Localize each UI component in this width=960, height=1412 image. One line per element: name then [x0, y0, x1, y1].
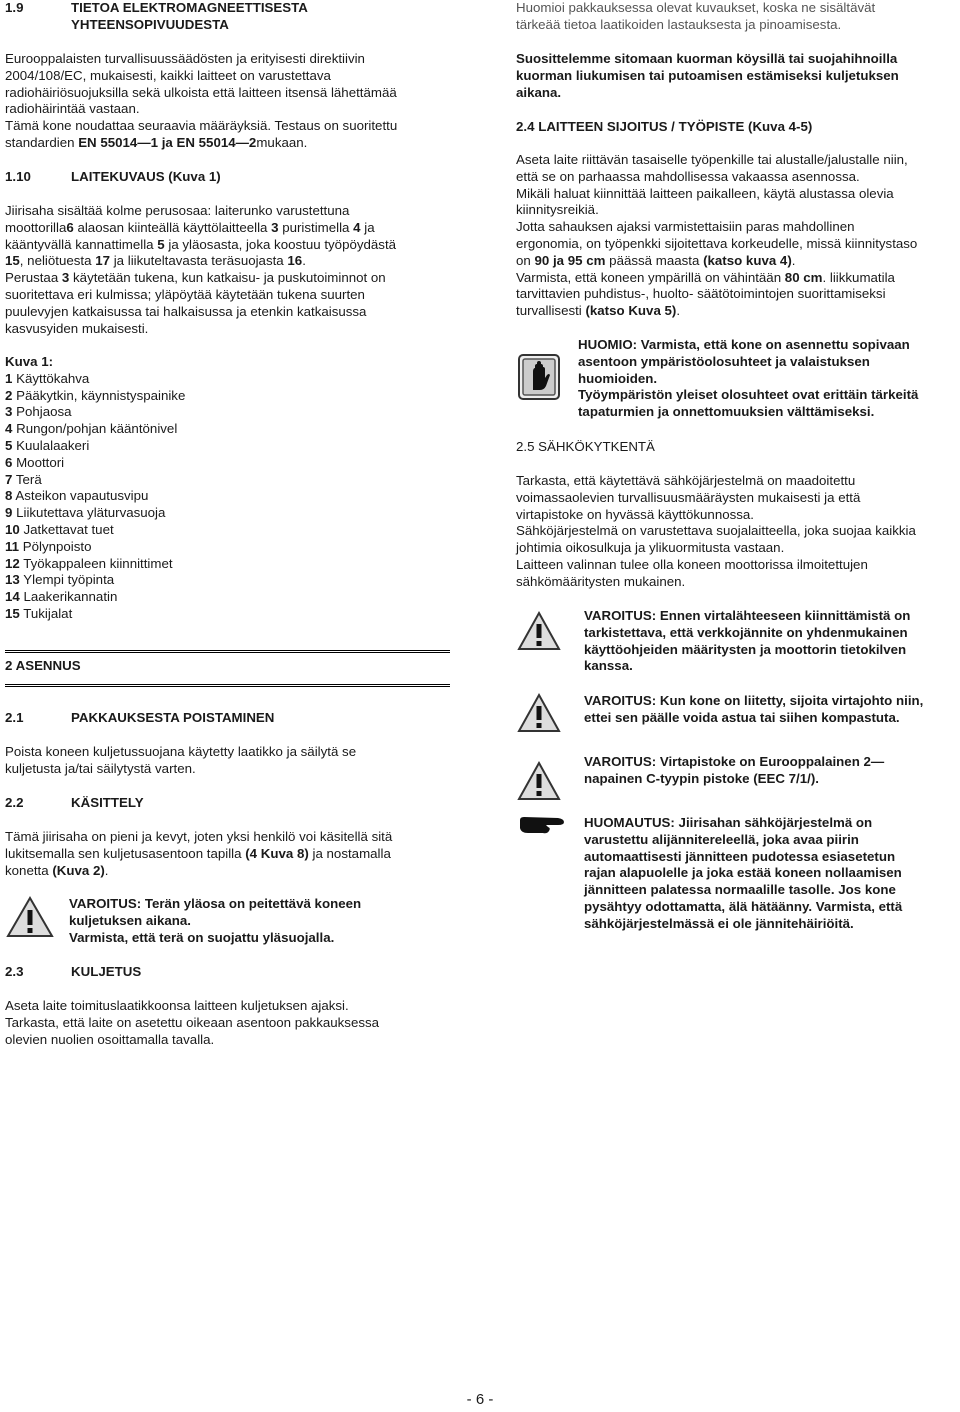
text-line: kuorman liukumisen tai putoamisen estämiseksi kuljetuksen	[516, 67, 899, 83]
section-divider	[5, 650, 450, 653]
title-line: TIETOA ELEKTROMAGNEETTISESTA	[71, 0, 308, 15]
text-line: aikana.	[516, 84, 562, 100]
page-number: - 6 -	[466, 1391, 494, 1408]
legend-number: 6	[5, 454, 13, 470]
section-1-10-heading	[5, 169, 221, 186]
ref-number: 15	[5, 253, 20, 269]
figure-ref: (Kuva 2)	[52, 862, 105, 878]
text-line: kanssa.	[584, 658, 633, 674]
text: . liikkumatila	[822, 269, 895, 285]
figure-1-legend	[5, 354, 185, 623]
section-1-10-body	[5, 203, 396, 337]
text-line: VAROITUS: Virtapistoke on Eurooppalainen 2—	[584, 754, 885, 769]
text-line: Tämä kone noudattaa seuraavia määräyksiä. Testaus on suoritettu	[5, 118, 398, 134]
section-2-1-body	[5, 744, 356, 778]
text-line	[5, 846, 392, 863]
legend-label: Ylempi työpinta	[19, 572, 115, 588]
note-undervoltage	[584, 815, 902, 933]
title-line: YHTEENSOPIVUUDESTA	[71, 16, 229, 32]
text-line: olevien nuolien osoittamalla tavalla.	[5, 1031, 215, 1047]
ref-number: 3	[271, 219, 279, 235]
text-line	[516, 303, 917, 320]
text-line: Tarkasta, että laite on asetettu oikeaan asentoon pakkauksessa	[5, 1014, 380, 1030]
text-line: HUOMIO: Varmista, että kone on asennettu sopivaan	[578, 337, 910, 352]
text-line: napainen C-tyypin pistoke (EEC 7/1/).	[584, 770, 819, 786]
text: päässä maasta	[605, 252, 704, 268]
text-line	[5, 237, 396, 254]
section-number: 2.1	[5, 710, 24, 725]
text-line: automaattisesti jännitteen pudotessa esiasetetun	[584, 848, 896, 864]
section-title: KULJETUS	[71, 964, 142, 979]
legend-number: 15	[5, 605, 20, 621]
text: .	[676, 303, 681, 319]
section-2-5-body	[516, 473, 916, 591]
warning-triangle-icon	[5, 895, 55, 944]
legend-number: 2	[5, 387, 13, 403]
recommendation-note	[516, 51, 899, 101]
text-line: käyttöohjeiden määritysten ja moottorin tietokilven	[584, 641, 907, 657]
text-line: varustettu alijännitereleellä, joka avaa piirin	[584, 831, 859, 847]
text-line: Jotta sahauksen ajaksi varmistettaisiin paras mahdollinen	[516, 219, 855, 235]
attention-note	[578, 337, 918, 421]
text-line: HUOMAUTUS: Jiirisahan sähköjärjestelmä on	[584, 815, 873, 830]
text-line: Tämä jiirisaha on pieni ja kevyt, joten yksi henkilö voi käsitellä sitä	[5, 829, 393, 844]
text-line: 2004/108/EC, mukaisesti, kaikki laitteet on varustettava	[5, 67, 331, 83]
legend-number: 13	[5, 572, 20, 588]
stop-hand-icon	[518, 354, 560, 405]
text-line: Sähköjärjestelmä on varustettava suojalaitteella, joka suojaa kaikkia	[516, 523, 916, 539]
text-line: että se on parhaassa mahdollisessa vakaassa asennossa.	[516, 168, 860, 184]
text-line	[5, 220, 396, 237]
figure-ref: (4 Kuva 8)	[245, 845, 309, 861]
section-1-9-body	[5, 51, 397, 152]
warning-triangle-icon	[516, 760, 562, 807]
text-line: huomioiden.	[578, 370, 658, 386]
legend-label: Työkappaleen kiinnittimet	[19, 555, 173, 571]
legend-item	[5, 404, 185, 421]
legend-item	[5, 505, 185, 522]
section-title: KÄSITTELY	[71, 795, 144, 810]
legend-number: 11	[5, 538, 20, 554]
text: .	[791, 252, 796, 268]
section-number: 1.10	[5, 169, 31, 184]
legend-label: Käyttökahva	[12, 370, 90, 386]
text-line: pysähtyy odottamatta, älä hätäänny. Varmista, että	[584, 898, 903, 914]
text: käytetään tukena, kun katkaisu- ja puskutoiminnot on	[69, 270, 386, 286]
text: mukaan.	[256, 134, 308, 150]
section-2-2-body	[5, 829, 392, 879]
text-line: Suosittelemme sitomaan kuorman köysillä tai suojahihnoilla	[516, 51, 898, 66]
text-line: Poista koneen kuljetussuojana käytetty laatikko ja säilytä se	[5, 744, 357, 759]
legend-number: 14	[5, 589, 20, 605]
text-line: Varmista, että terä on suojattu yläsuojalla.	[69, 929, 335, 945]
text-line: puulevyjen katkaisussa tai halkaisussa ja etenkin katkaisussa	[5, 303, 367, 319]
warning-text	[69, 896, 361, 946]
legend-label: Laakerikannatin	[19, 589, 118, 605]
text-line: Tarkasta, että käytettävä sähköjärjestelmä on maadoitettu	[516, 473, 856, 488]
text-line: sähkömääritysten mukainen.	[516, 573, 686, 589]
text-line: Työympäristön yleiset olosuhteet ovat erittäin tärkeitä	[578, 387, 919, 403]
section-2-4-heading	[516, 119, 812, 136]
text-line: Mikäli haluat kiinnittää laitteen paikalleen, käytä alustassa olevia	[516, 185, 894, 201]
section-2-4-body	[516, 152, 917, 320]
text-line: johtimia oikosulkuja ja ylikuormitusta vastaan.	[516, 540, 785, 556]
text-line	[5, 863, 392, 880]
legend-item	[5, 371, 185, 388]
legend-title: Kuva 1:	[5, 354, 54, 369]
text-line: sähköjärjestelmässä ei ole jännitehäiriöitä.	[584, 915, 854, 931]
text: .	[302, 253, 306, 269]
text: Varmista, että koneen ympärillä on vähintään	[516, 269, 785, 285]
text-line	[5, 253, 396, 270]
text-line: Aseta laite riittävän tasaiselle työpenkille tai alustalle/jalustalle niin,	[516, 152, 908, 167]
ref-number: 3	[61, 270, 70, 286]
text-line: kuljetusta ja/tai säilytystä varten.	[5, 760, 196, 776]
ref-number: 6	[66, 219, 74, 235]
text: ja nostamalla	[308, 845, 391, 861]
text: standardien	[5, 134, 79, 150]
section-title: LAITTEEN SIJOITUS / TYÖPISTE (Kuva 4-5)	[538, 119, 813, 134]
legend-label: Terä	[12, 471, 42, 487]
text: Perustaa	[5, 270, 62, 286]
legend-label: Liikutettava yläturvasuoja	[12, 505, 166, 521]
text: lukitsemalla sen kuljetusasentoon tapilla	[5, 845, 246, 861]
section-number: 2.2	[5, 795, 24, 810]
legend-number: 9	[5, 505, 13, 521]
legend-number: 12	[5, 555, 20, 571]
legend-item	[5, 539, 185, 556]
legend-label: Kuulalaakeri	[12, 437, 90, 453]
section-2-1-heading	[5, 710, 274, 727]
text-line: asentoon ympäristöolosuhteet ja valaistuksen	[578, 353, 870, 369]
section-2-2-heading	[5, 795, 144, 812]
section-2-5-heading: 2.5 SÄHKÖKYTKENTÄ	[516, 439, 655, 454]
text: turvallisesti	[516, 303, 586, 319]
text-line: suoritettava eri kulmissa; yläpöytää käytetään tukena suurten	[5, 286, 365, 302]
section-2-3-heading	[5, 964, 141, 981]
text-line: kiinnitysreikiä.	[516, 202, 599, 218]
ref-number: 5	[157, 236, 165, 252]
chapter-2-heading: 2 ASENNUS	[5, 658, 81, 673]
measurement: 90 ja 95 cm	[534, 252, 606, 268]
text-line: tarvittavien puhdistus-, huolto- säätötoimintojen suorittamiseksi	[516, 286, 886, 302]
figure-ref: (katso Kuva 5)	[585, 303, 677, 319]
warning-triangle-icon	[516, 692, 562, 739]
legend-label: Jatkettavat tuet	[19, 521, 114, 537]
text-line: radiohäiriösuojuksilla sekä ulkoista että laitteen itsensä lähettämää	[5, 84, 397, 100]
text: alaosan kiinteällä käyttölaitteella	[73, 219, 272, 235]
text-line: tapaturmien ja onnettomuuksien välttämiseksi.	[578, 404, 875, 420]
legend-label: Pölynpoisto	[19, 538, 92, 554]
text-line: kasvusyiden mukaisesti.	[5, 320, 149, 336]
text: ja	[360, 219, 375, 235]
ref-number: 17	[95, 253, 110, 269]
legend-label: Asteikon vapautusvipu	[12, 488, 149, 504]
section-title: LAITEKUVAUS (Kuva 1)	[71, 169, 221, 184]
text: on	[516, 252, 535, 268]
section-title	[71, 0, 308, 34]
legend-number: 8	[5, 488, 13, 504]
section-title: PAKKAUKSESTA POISTAMINEN	[71, 710, 275, 725]
text-line: Laitteen valinnan tulee olla koneen moottorissa ilmoitettujen	[516, 556, 868, 572]
text-line: ergonomia, on työpenkki sijoitettava korkeudelle, missä kiinnitystaso	[516, 235, 918, 251]
text: , neliötuesta	[19, 253, 96, 269]
legend-item	[5, 472, 185, 489]
legend-item	[5, 522, 185, 539]
section-2-3-body	[5, 998, 379, 1048]
ref-number: 16	[287, 253, 303, 269]
text-line: ettei sen päälle voida astua tai siihen kompastuta.	[584, 709, 900, 725]
legend-item	[5, 556, 185, 573]
text-line	[5, 270, 396, 287]
text-line: radiohäirintää vastaan.	[5, 101, 140, 117]
text-line: jännitteen palatessa normaalille tasolle. Jos kone	[584, 882, 896, 898]
legend-label: Pohjaosa	[12, 404, 72, 420]
text: puristimella	[278, 219, 354, 235]
text-line: VAROITUS: Kun kone on liitetty, sijoita virtajohto niin,	[584, 693, 924, 708]
text-line	[516, 270, 917, 287]
section-number: 2.4	[516, 119, 535, 134]
legend-number: 10	[5, 521, 20, 537]
section-number: 1.9	[5, 0, 24, 15]
text-line: voimassaolevien turvallisuusmääräysten mukaisesti ja että	[516, 489, 861, 505]
legend-list	[5, 371, 185, 623]
text: kääntyvällä kannattimella	[5, 236, 158, 252]
warning-plug	[584, 754, 884, 788]
legend-item	[5, 388, 185, 405]
legend-item	[5, 455, 185, 472]
legend-number: 1	[5, 370, 13, 386]
legend-item	[5, 488, 185, 505]
text-line: VAROITUS: Terän yläosa on peitettävä koneen	[69, 896, 362, 911]
warning-cable	[584, 693, 923, 727]
text-line: kuljetuksen aikana.	[69, 912, 191, 928]
legend-item	[5, 421, 185, 438]
legend-item	[5, 606, 185, 623]
legend-label: Rungon/pohjan kääntönivel	[12, 421, 178, 437]
legend-number: 7	[5, 471, 13, 487]
figure-ref: (katso kuva 4)	[703, 252, 792, 268]
text: moottorilla	[5, 219, 67, 235]
text-line: tarkistettava, että verkkojännite on yhdenmukainen	[584, 624, 908, 640]
text-line: Aseta laite toimituslaatikkoonsa laitteen kuljetuksen ajaksi.	[5, 998, 349, 1013]
text-line	[5, 135, 397, 152]
legend-item	[5, 589, 185, 606]
legend-number: 4	[5, 421, 13, 437]
legend-item	[5, 438, 185, 455]
section-1-9-heading	[5, 0, 308, 34]
measurement: 80 cm	[784, 269, 823, 285]
text: ja liikuteltavasta teräsuojasta	[110, 253, 288, 269]
legend-label: Moottori	[12, 454, 65, 470]
text-line: Huomioi pakkauksessa olevat kuvaukset, koska ne sisältävät	[516, 0, 876, 15]
text-line: virtapistoke on hyvässä käyttökunnossa.	[516, 506, 754, 522]
text: ja yläosasta, joka koostuu työpöydästä	[164, 236, 397, 252]
text: .	[104, 862, 109, 878]
legend-number: 5	[5, 437, 13, 453]
text-line	[516, 253, 917, 270]
legend-number: 3	[5, 404, 13, 420]
packaging-note	[516, 0, 875, 34]
ref-number: 4	[353, 219, 361, 235]
section-number: 2.3	[5, 964, 24, 979]
section-divider	[5, 684, 450, 687]
legend-label: Pääkytkin, käynnistyspainike	[12, 387, 186, 403]
legend-label: Tukijalat	[19, 605, 73, 621]
text-line: Jiirisaha sisältää kolme perusosaa: laiterunko varustettuna	[5, 203, 350, 218]
warning-voltage	[584, 608, 910, 675]
pointing-hand-icon	[518, 814, 566, 841]
text: konetta	[5, 862, 53, 878]
text-line: VAROITUS: Ennen virtalähteeseen kiinnittämistä on	[584, 608, 911, 623]
text-line: tärkeää tietoa laatikoiden lastauksesta ja pinoamisesta.	[516, 16, 842, 32]
text-line: rajan alapuolelle ja joka estää koneen nollaamisen	[584, 865, 902, 881]
legend-item	[5, 572, 185, 589]
standard-ref: EN 55014—1 ja EN 55014—2	[78, 134, 257, 150]
warning-triangle-icon	[516, 610, 562, 657]
text-line: Eurooppalaisten turvallisuussäädösten ja erityisesti direktiivin	[5, 51, 365, 66]
